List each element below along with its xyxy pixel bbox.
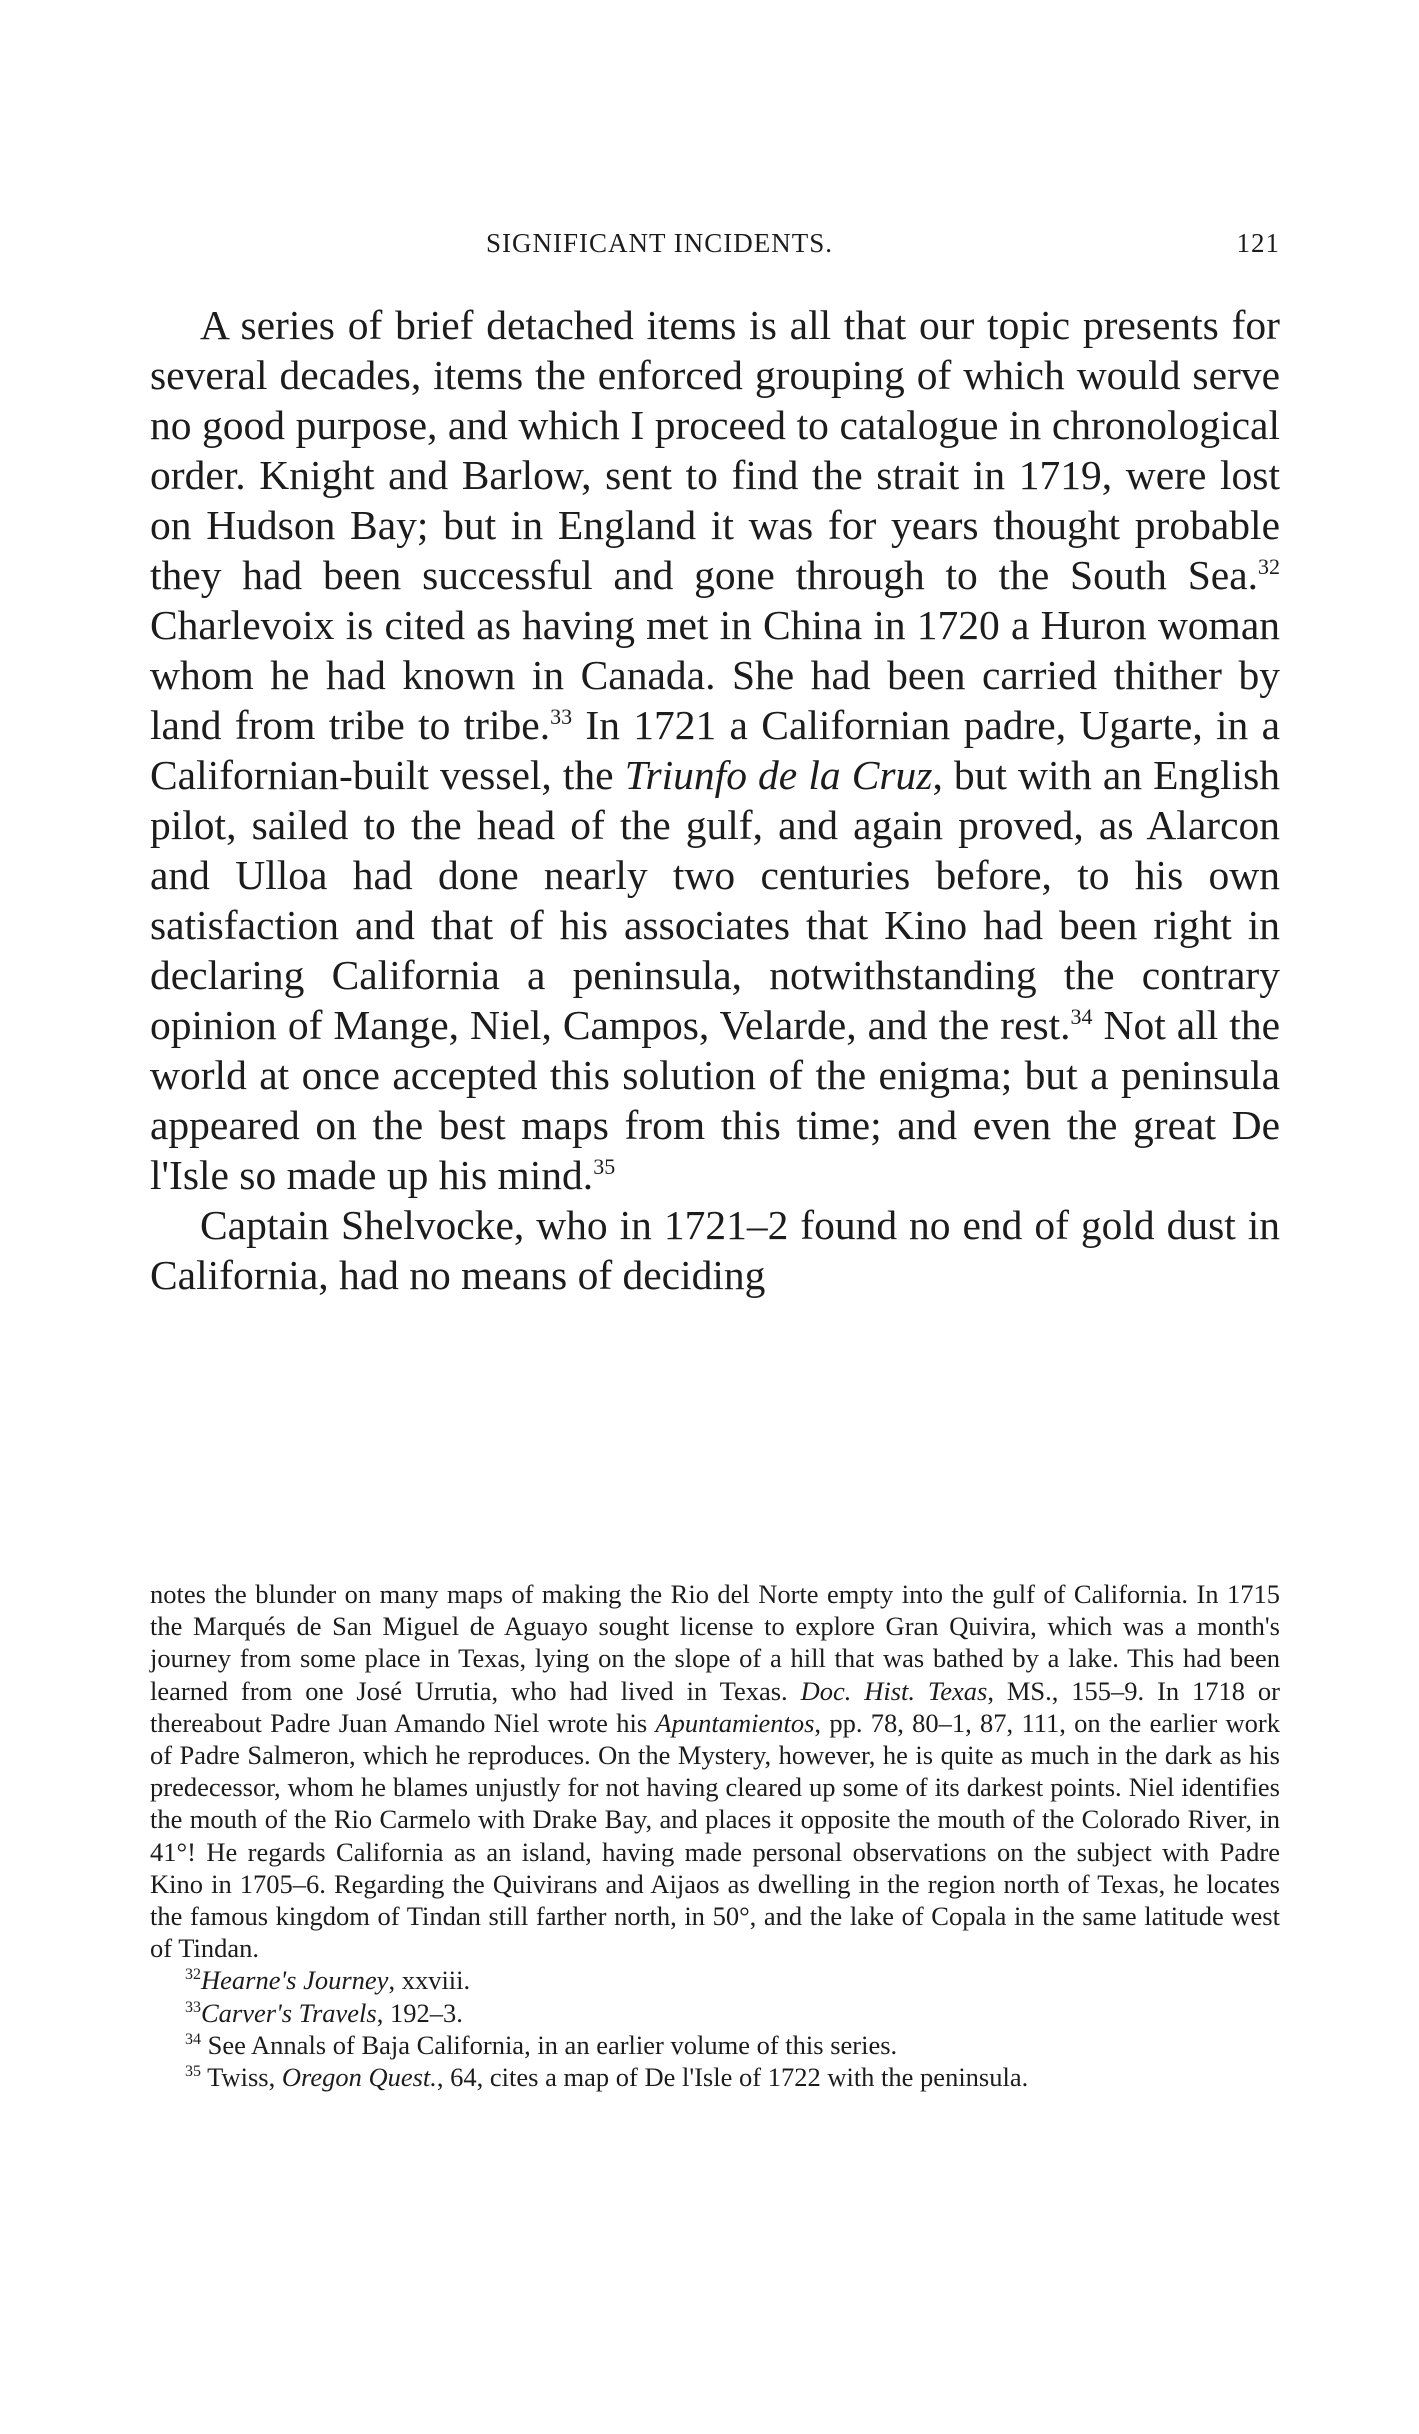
running-title: SIGNIFICANT INCIDENTS. <box>486 228 834 258</box>
footnote-continued <box>150 1578 1280 1964</box>
footnote-33 <box>150 1997 1280 2029</box>
text-run: Charlevoix is cited as having met in China in 1720 a Huron woman whom he had known in Canada. She had been carried thither by land from tribe to tribe. <box>150 602 1280 748</box>
paragraph-1 <box>150 300 1280 1200</box>
running-head <box>150 228 1280 268</box>
text-run: See Annals of Baja California, in an earlier volume of this series. <box>201 2029 898 2060</box>
main-text <box>150 300 1280 1300</box>
footnote-number: 32 <box>185 1966 201 1984</box>
footnote-ref-35: 35 <box>593 1154 616 1180</box>
text-run: , but with an English pilot, sailed to the head of the gulf, and again proved, as Alarcon and Ulloa had done nearly two centuries before, to his own satisfaction and that of his associates that Kino had been right in declaring California a peninsula, notwithstanding the contrary opinion of Mange, Niel, Campos, Velarde, and the rest. <box>150 752 1280 1048</box>
citation-title: Apuntamientos <box>655 1707 815 1738</box>
text-run: , 192–3. <box>376 1997 463 2028</box>
text-run: notes the blunder on many maps of making the Rio del Norte empty into the gulf of California. In 1715 the Marqués de San Miguel de Aguayo sought license to explore Gran Quivira, which was a month's journey from some place in Texas, lying on the slope of a hill that was bathed by a lake. This had been learned from one José Urrutia, who had lived in Texas. <box>150 1579 1280 1706</box>
footnote-number: 33 <box>185 1998 201 2016</box>
footnote-number: 34 <box>185 2031 201 2049</box>
citation-title: Hearne's Journey <box>201 1965 389 1996</box>
text-run: A series of brief detached items is all that our topic presents for several decades, items the enforced grouping of which would serve no good purpose, and which I proceed to catalogue in chronological order. Knight and Barlow, sent to find the strait in 1719, were lost on Hudson Bay; but in England it was for years thought probable they had been successful and gone through to the South Sea. <box>150 302 1280 598</box>
footnote-32 <box>150 1964 1280 1996</box>
text-run: In 1721 a Californian padre, Ugarte, in a Californian-built vessel, the <box>150 702 1280 798</box>
text-run: , MS., 155–9. In 1718 or thereabout Padre Juan Amando Niel wrote his <box>150 1675 1281 1738</box>
footnote-ref-34: 34 <box>1070 1004 1093 1030</box>
footnote-number: 35 <box>185 2063 201 2081</box>
page-number: 121 <box>1236 228 1280 258</box>
text-run: Twiss, <box>201 2062 282 2093</box>
citation-title: Oregon Quest. <box>281 2062 437 2093</box>
footnote-34 <box>150 2029 1280 2061</box>
footnote-ref-32: 32 <box>1258 554 1280 580</box>
citation-title: Doc. Hist. Texas <box>800 1675 988 1706</box>
text-run: , xxviii. <box>388 1965 471 1996</box>
citation-title: Carver's Travels <box>201 1997 377 2028</box>
ship-name: Triunfo de la Cruz <box>624 752 933 798</box>
footnote-ref-33: 33 <box>550 704 573 730</box>
text-run: Not all the world at once accepted this solution of the enigma; but a peninsula appeared on the best maps from this time; and even the great De l'Isle so made up his mind. <box>150 1002 1280 1198</box>
text-run: Captain Shelvocke, who in 1721–2 found no end of gold dust in California, had no means of deciding <box>150 1202 1280 1298</box>
footnote-35 <box>150 2061 1280 2093</box>
paragraph-2 <box>150 1200 1280 1300</box>
text-run: , pp. 78, 80–1, 87, 111, on the earlier work of Padre Salmeron, which he reproduces. On the Mystery, however, he is quite as much in the dark as his predecessor, whom he blames unjustly for not having cleared up some of its darkest points. Niel identifies the mouth of the Rio Carmelo with Drake Bay, and places it opposite the mouth of the Colorado River, in 41°! He regards California as an island, having made personal observations on the subject with Padre Kino in 1705–6. Regarding the Quivirans and Aijaos as dwelling in the region north of Texas, he locates the famous kingdom of Tindan still farther north, in 50°, and the lake of Copala in the same latitude west of Tindan. <box>150 1707 1281 1964</box>
text-run: , 64, cites a map of De l'Isle of 1722 with the peninsula. <box>436 2062 1029 2093</box>
footnotes <box>150 1578 1280 2093</box>
